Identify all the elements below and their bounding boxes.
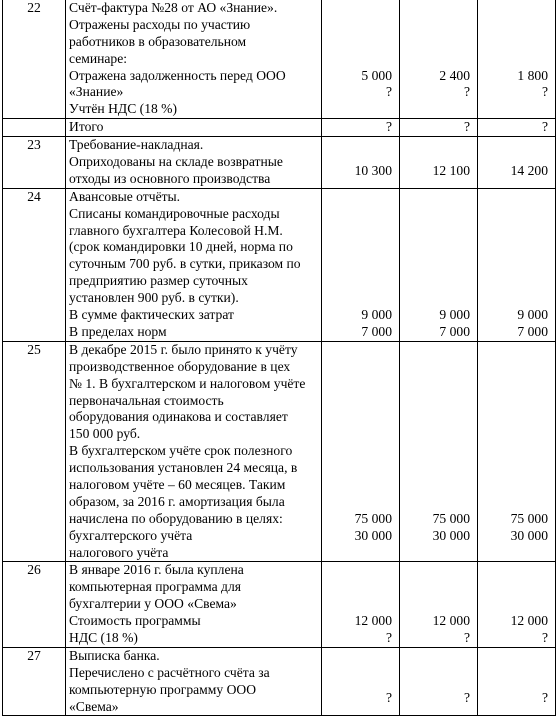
amount-spacer bbox=[322, 137, 392, 162]
description-line: отходы из основного производства bbox=[69, 170, 271, 186]
description-line: НДС (18 %) bbox=[69, 630, 138, 646]
row-number bbox=[3, 188, 66, 341]
amount-cell-1 bbox=[322, 119, 400, 137]
amount-value: ? bbox=[385, 630, 392, 646]
amount-value: ? bbox=[463, 630, 470, 646]
table-row bbox=[3, 562, 556, 647]
amount-cell-2 bbox=[400, 119, 478, 137]
amount-cell-3 bbox=[478, 119, 556, 137]
description-line: «Знание» bbox=[69, 84, 124, 100]
row-number-text bbox=[3, 119, 65, 136]
amount-spacer bbox=[478, 342, 548, 511]
amount-cell-3 bbox=[478, 0, 556, 119]
amount-value: 1 800 bbox=[517, 67, 548, 83]
amount-cell-1 bbox=[322, 562, 400, 647]
amount-spacer bbox=[322, 562, 392, 613]
description-line: Итого bbox=[69, 119, 104, 135]
amount-cell-2 bbox=[400, 562, 478, 647]
amount-spacer bbox=[322, 342, 392, 511]
amount-value: ? bbox=[541, 630, 548, 646]
amount-cell-3 bbox=[478, 137, 556, 189]
amount-value: 10 300 bbox=[354, 162, 392, 178]
amount-value: 2 400 bbox=[439, 67, 470, 83]
table-row bbox=[3, 0, 556, 119]
amount-value: 12 100 bbox=[432, 162, 470, 178]
row-number bbox=[3, 647, 66, 716]
row-number bbox=[3, 562, 66, 647]
table-row bbox=[3, 647, 556, 716]
amount-value: 7 000 bbox=[439, 323, 470, 339]
amount-value: ? bbox=[463, 84, 470, 100]
amount-spacer bbox=[478, 562, 548, 613]
amount-cell-2 bbox=[400, 647, 478, 716]
amount-value: 7 000 bbox=[361, 323, 392, 339]
description-line: В январе 2016 г. была куплена bbox=[69, 562, 244, 578]
amount-spacer bbox=[478, 137, 548, 162]
table-row bbox=[3, 137, 556, 189]
amount-cell-3 bbox=[478, 341, 556, 562]
description-line: В декабре 2015 г. было принято к учёту bbox=[69, 341, 298, 357]
amount-value: 30 000 bbox=[354, 527, 392, 543]
description-line: Учтён НДС (18 %) bbox=[69, 101, 178, 117]
amount-value: ? bbox=[385, 84, 392, 100]
description-line: работников в образовательном bbox=[69, 33, 247, 49]
description-line: семинаре: bbox=[69, 50, 128, 66]
amount-value: 7 000 bbox=[517, 323, 548, 339]
amount-spacer bbox=[478, 648, 548, 690]
operation-description bbox=[66, 188, 322, 341]
description-line: В сумме фактических затрат bbox=[69, 307, 234, 323]
amount-value: 9 000 bbox=[361, 307, 392, 323]
description-line: Выписка банка. bbox=[69, 647, 160, 663]
amount-spacer bbox=[400, 137, 470, 162]
description-line: компьютерная программа для bbox=[69, 579, 242, 595]
description-line: Отражены расходы по участию bbox=[69, 16, 251, 32]
description-line: В бухгалтерском учёте срок полезного bbox=[69, 443, 293, 459]
description-line: главного бухгалтера Колесовой Н.М. bbox=[69, 222, 283, 238]
amount-value: ? bbox=[463, 119, 470, 135]
amount-value: ? bbox=[541, 690, 548, 706]
description-line: № 1. В бухгалтерском и налоговом учёте bbox=[69, 375, 306, 391]
table-body bbox=[3, 0, 556, 716]
amount-value: 14 200 bbox=[510, 162, 548, 178]
row-number bbox=[3, 119, 66, 137]
amount-spacer bbox=[322, 189, 392, 307]
description-line: бухгалтерского учёта bbox=[69, 527, 193, 543]
description-line: (срок командировки 10 дней, норма по bbox=[69, 239, 293, 255]
amount-value: 12 000 bbox=[354, 613, 392, 629]
operation-description bbox=[66, 647, 322, 716]
amount-cell-1 bbox=[322, 647, 400, 716]
description-line: Счёт-фактура №28 от АО «Знание». bbox=[69, 0, 278, 15]
description-line: компьютерную программу ООО bbox=[69, 681, 257, 697]
description-line: оборудования одинакова и составляет bbox=[69, 409, 288, 425]
amount-cell-1 bbox=[322, 188, 400, 341]
amount-value: 75 000 bbox=[432, 510, 470, 526]
amount-spacer bbox=[400, 189, 470, 307]
amount-cell-2 bbox=[400, 188, 478, 341]
amount-spacer bbox=[322, 0, 392, 68]
amount-cell-2 bbox=[400, 137, 478, 189]
description-line: Стоимость программы bbox=[69, 613, 201, 629]
amount-value: 12 000 bbox=[510, 613, 548, 629]
description-line: использования установлен 24 месяца, в bbox=[69, 460, 298, 476]
amount-value: ? bbox=[541, 119, 548, 135]
description-line: налоговом учёте – 60 месяцев. Таким bbox=[69, 477, 286, 492]
description-line: суточным 700 руб. в сутки, приказом по bbox=[69, 256, 301, 272]
row-number-text: 27 bbox=[27, 647, 41, 663]
amount-cell-1 bbox=[322, 0, 400, 119]
description-line: производственное оборудование в цех bbox=[69, 358, 291, 374]
description-line: образом, за 2016 г. амортизация была bbox=[69, 493, 285, 509]
amount-spacer bbox=[400, 0, 470, 68]
description-line: Авансовые отчёты. bbox=[69, 188, 181, 204]
table-row bbox=[3, 341, 556, 562]
amount-cell-2 bbox=[400, 341, 478, 562]
row-number-text: 23 bbox=[27, 137, 41, 153]
amount-value: ? bbox=[463, 690, 470, 706]
description-line: В пределах норм bbox=[69, 323, 167, 339]
amount-spacer bbox=[322, 648, 392, 690]
amount-value: 12 000 bbox=[432, 613, 470, 629]
amount-spacer bbox=[478, 189, 548, 307]
amount-value: 30 000 bbox=[432, 527, 470, 543]
amount-value: 30 000 bbox=[510, 527, 548, 543]
amount-value: 9 000 bbox=[439, 307, 470, 323]
table-row bbox=[3, 119, 556, 137]
row-number bbox=[3, 341, 66, 562]
amount-cell-3 bbox=[478, 562, 556, 647]
amount-value: ? bbox=[541, 84, 548, 100]
description-line: Перечислено с расчётного счёта за bbox=[69, 664, 270, 680]
amount-spacer bbox=[400, 648, 470, 690]
description-line: Оприходованы на складе возвратные bbox=[69, 154, 283, 170]
amount-spacer bbox=[478, 0, 548, 68]
description-line: Требование-накладная. bbox=[69, 137, 204, 153]
operation-description bbox=[66, 137, 322, 189]
operation-description bbox=[66, 562, 322, 647]
row-number-text: 24 bbox=[27, 188, 41, 204]
description-line: 150 000 руб. bbox=[69, 426, 141, 442]
description-line: «Свема» bbox=[69, 698, 119, 714]
row-number-text: 26 bbox=[27, 562, 41, 578]
amount-value: 5 000 bbox=[361, 67, 392, 83]
amount-spacer bbox=[400, 562, 470, 613]
row-number-text: 25 bbox=[27, 341, 41, 357]
amount-cell-2 bbox=[400, 0, 478, 119]
row-number bbox=[3, 137, 66, 189]
amount-cell-3 bbox=[478, 188, 556, 341]
table-row bbox=[3, 188, 556, 341]
operation-description bbox=[66, 341, 322, 562]
description-line: бухгалтерии у ООО «Свема» bbox=[69, 596, 237, 612]
amount-value: ? bbox=[385, 119, 392, 135]
description-line: Отражена задолженность перед ООО bbox=[69, 67, 286, 83]
amount-value: ? bbox=[385, 690, 392, 706]
row-number bbox=[3, 0, 66, 119]
amount-value: 75 000 bbox=[510, 510, 548, 526]
amount-cell-3 bbox=[478, 647, 556, 716]
amount-spacer bbox=[400, 342, 470, 511]
operation-description bbox=[66, 119, 322, 137]
amount-value: 9 000 bbox=[517, 307, 548, 323]
amount-cell-1 bbox=[322, 341, 400, 562]
description-line: предприятию размер суточных bbox=[69, 273, 248, 289]
amount-cell-1 bbox=[322, 137, 400, 189]
accounting-table bbox=[2, 0, 556, 716]
operation-description bbox=[66, 0, 322, 119]
description-line: начислена по оборудованию в целях: bbox=[69, 510, 283, 526]
description-line: первоначальная стоимость bbox=[69, 392, 224, 408]
description-line: Списаны командировочные расходы bbox=[69, 205, 280, 221]
row-number-text: 22 bbox=[27, 0, 41, 15]
description-line: установлен 900 руб. в сутки). bbox=[69, 290, 239, 306]
amount-value: 75 000 bbox=[354, 510, 392, 526]
description-line: налогового учёта bbox=[69, 544, 169, 560]
